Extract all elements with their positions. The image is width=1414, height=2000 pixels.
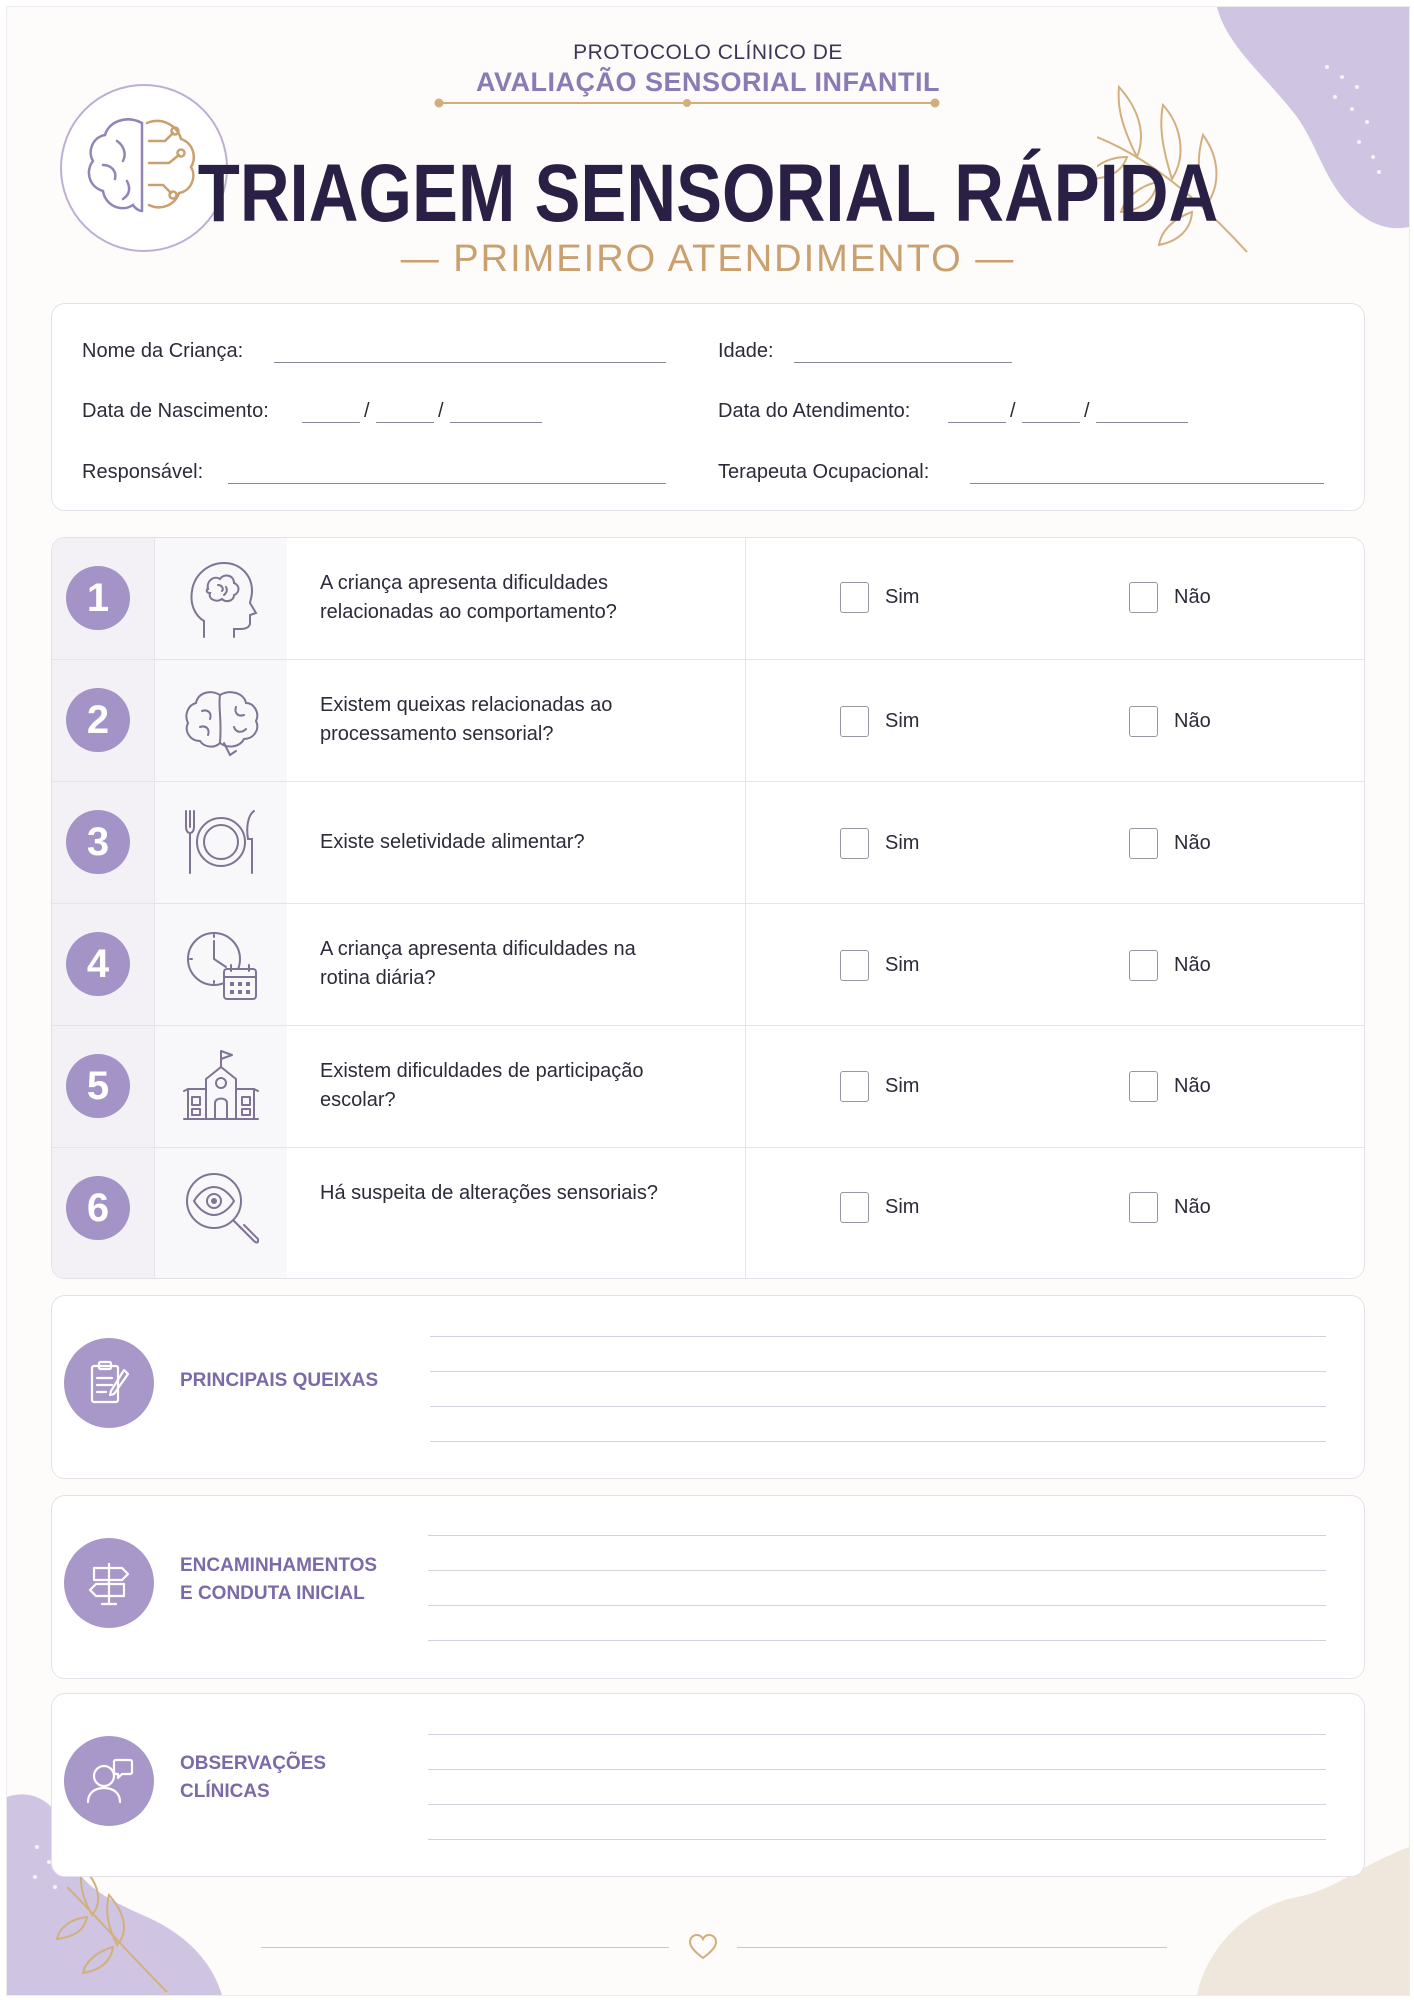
yes-checkbox[interactable]: [840, 706, 869, 737]
birth-day-field[interactable]: [302, 422, 360, 423]
writing-line[interactable]: [428, 1570, 1326, 1571]
visit-day-field[interactable]: [948, 422, 1006, 423]
question-text: A criança apresenta dificuldades relacionadas ao comportamento?: [320, 572, 617, 623]
no-checkbox[interactable]: [1129, 828, 1158, 859]
visit-month-field[interactable]: [1022, 422, 1080, 423]
age-field[interactable]: [794, 362, 1012, 363]
section-label: CLÍNICAS: [180, 1781, 270, 1802]
visit-date-label: Data do Atendimento:: [718, 400, 911, 422]
no-label: Não: [1174, 832, 1211, 854]
clinical-notes-section: [51, 1693, 1365, 1877]
writing-line[interactable]: [430, 1371, 1326, 1372]
yes-checkbox[interactable]: [840, 828, 869, 859]
date-separator: /: [364, 400, 370, 422]
no-checkbox[interactable]: [1129, 1071, 1158, 1102]
writing-line[interactable]: [428, 1535, 1326, 1536]
date-separator: /: [1010, 400, 1016, 422]
yes-label: Sim: [885, 1075, 920, 1097]
yes-label: Sim: [885, 954, 920, 976]
writing-line[interactable]: [430, 1406, 1326, 1407]
birth-date-label: Data de Nascimento:: [82, 400, 269, 422]
yes-label: Sim: [885, 586, 920, 608]
writing-line[interactable]: [428, 1839, 1326, 1840]
supra-title: PROTOCOLO CLÍNICO DE: [573, 41, 843, 64]
clipboard-icon: [84, 1358, 134, 1408]
no-checkbox[interactable]: [1129, 582, 1158, 613]
page-title: TRIAGEM SENSORIAL RÁPIDA: [197, 148, 1219, 239]
question-text: Existem queixas relacionadas ao processamento sensorial?: [320, 694, 613, 745]
question-number: 6: [66, 1176, 130, 1240]
question-number: 5: [66, 1054, 130, 1118]
footer-rule-right: [737, 1947, 1167, 1948]
section-label: OBSERVAÇÕES: [180, 1753, 327, 1774]
no-label: Não: [1174, 954, 1211, 976]
no-label: Não: [1174, 1196, 1211, 1218]
question-row: [52, 782, 1364, 904]
referrals-section: [51, 1495, 1365, 1679]
page-subtitle: — PRIMEIRO ATENDIMENTO —: [400, 238, 1016, 280]
visit-year-field[interactable]: [1096, 422, 1188, 423]
writing-line[interactable]: [430, 1441, 1326, 1442]
school-icon: [178, 1043, 264, 1129]
magnifier-eye-icon: [178, 1165, 264, 1251]
question-number: 3: [66, 810, 130, 874]
no-label: Não: [1174, 586, 1211, 608]
section-label: ENCAMINHAMENTOS: [180, 1555, 378, 1576]
age-label: Idade:: [718, 340, 774, 362]
yes-label: Sim: [885, 1196, 920, 1218]
date-separator: /: [438, 400, 444, 422]
question-number: 2: [66, 688, 130, 752]
question-number: 4: [66, 932, 130, 996]
yes-label: Sim: [885, 710, 920, 732]
yes-checkbox[interactable]: [840, 1071, 869, 1102]
supra-divider: [433, 97, 941, 109]
question-text: Existe seletividade alimentar?: [320, 831, 585, 853]
writing-line[interactable]: [428, 1640, 1326, 1641]
yes-label: Sim: [885, 832, 920, 854]
no-checkbox[interactable]: [1129, 950, 1158, 981]
birth-month-field[interactable]: [376, 422, 434, 423]
question-row: [52, 904, 1364, 1026]
yes-checkbox[interactable]: [840, 950, 869, 981]
yes-checkbox[interactable]: [840, 582, 869, 613]
question-row: [52, 1026, 1364, 1148]
question-text: Há suspeita de alterações sensoriais?: [320, 1182, 658, 1204]
no-label: Não: [1174, 710, 1211, 732]
therapist-label: Terapeuta Ocupacional:: [718, 461, 930, 483]
date-separator: /: [1084, 400, 1090, 422]
supra-title-highlight: AVALIAÇÃO SENSORIAL INFANTIL: [475, 67, 940, 97]
guardian-label: Responsável:: [82, 461, 204, 483]
footer-rule-left: [261, 1947, 669, 1948]
question-row: [52, 538, 1364, 660]
writing-line[interactable]: [428, 1804, 1326, 1805]
question-text: A criança apresenta dificuldades na rotina diária?: [320, 938, 636, 989]
brain-icon: [178, 677, 264, 763]
question-row: [52, 660, 1364, 782]
child-name-field[interactable]: [274, 362, 666, 363]
writing-line[interactable]: [428, 1734, 1326, 1735]
child-name-label: Nome da Criança:: [82, 340, 244, 362]
guardian-field[interactable]: [228, 483, 666, 484]
questions-table: [51, 537, 1365, 1279]
question-number: 1: [66, 566, 130, 630]
birth-year-field[interactable]: [450, 422, 542, 423]
question-text: Existem dificuldades de participação escolar?: [320, 1060, 644, 1111]
heart-icon: [687, 1932, 719, 1962]
section-label: PRINCIPAIS QUEIXAS: [180, 1370, 379, 1391]
writing-line[interactable]: [428, 1769, 1326, 1770]
no-checkbox[interactable]: [1129, 1192, 1158, 1223]
writing-line[interactable]: [430, 1336, 1326, 1337]
person-speech-icon: [82, 1754, 136, 1808]
no-label: Não: [1174, 1075, 1211, 1097]
head-brain-icon: [178, 555, 264, 641]
no-checkbox[interactable]: [1129, 706, 1158, 737]
question-row: [52, 1148, 1364, 1278]
clock-calendar-icon: [178, 921, 264, 1007]
section-label: E CONDUTA INICIAL: [180, 1583, 365, 1604]
plate-cutlery-icon: [178, 799, 264, 885]
yes-checkbox[interactable]: [840, 1192, 869, 1223]
signpost-icon: [84, 1558, 134, 1608]
patient-info-card: [51, 303, 1365, 511]
main-complaints-section: [51, 1295, 1365, 1479]
form-page: [6, 6, 1410, 1996]
therapist-field[interactable]: [970, 483, 1324, 484]
writing-line[interactable]: [428, 1605, 1326, 1606]
